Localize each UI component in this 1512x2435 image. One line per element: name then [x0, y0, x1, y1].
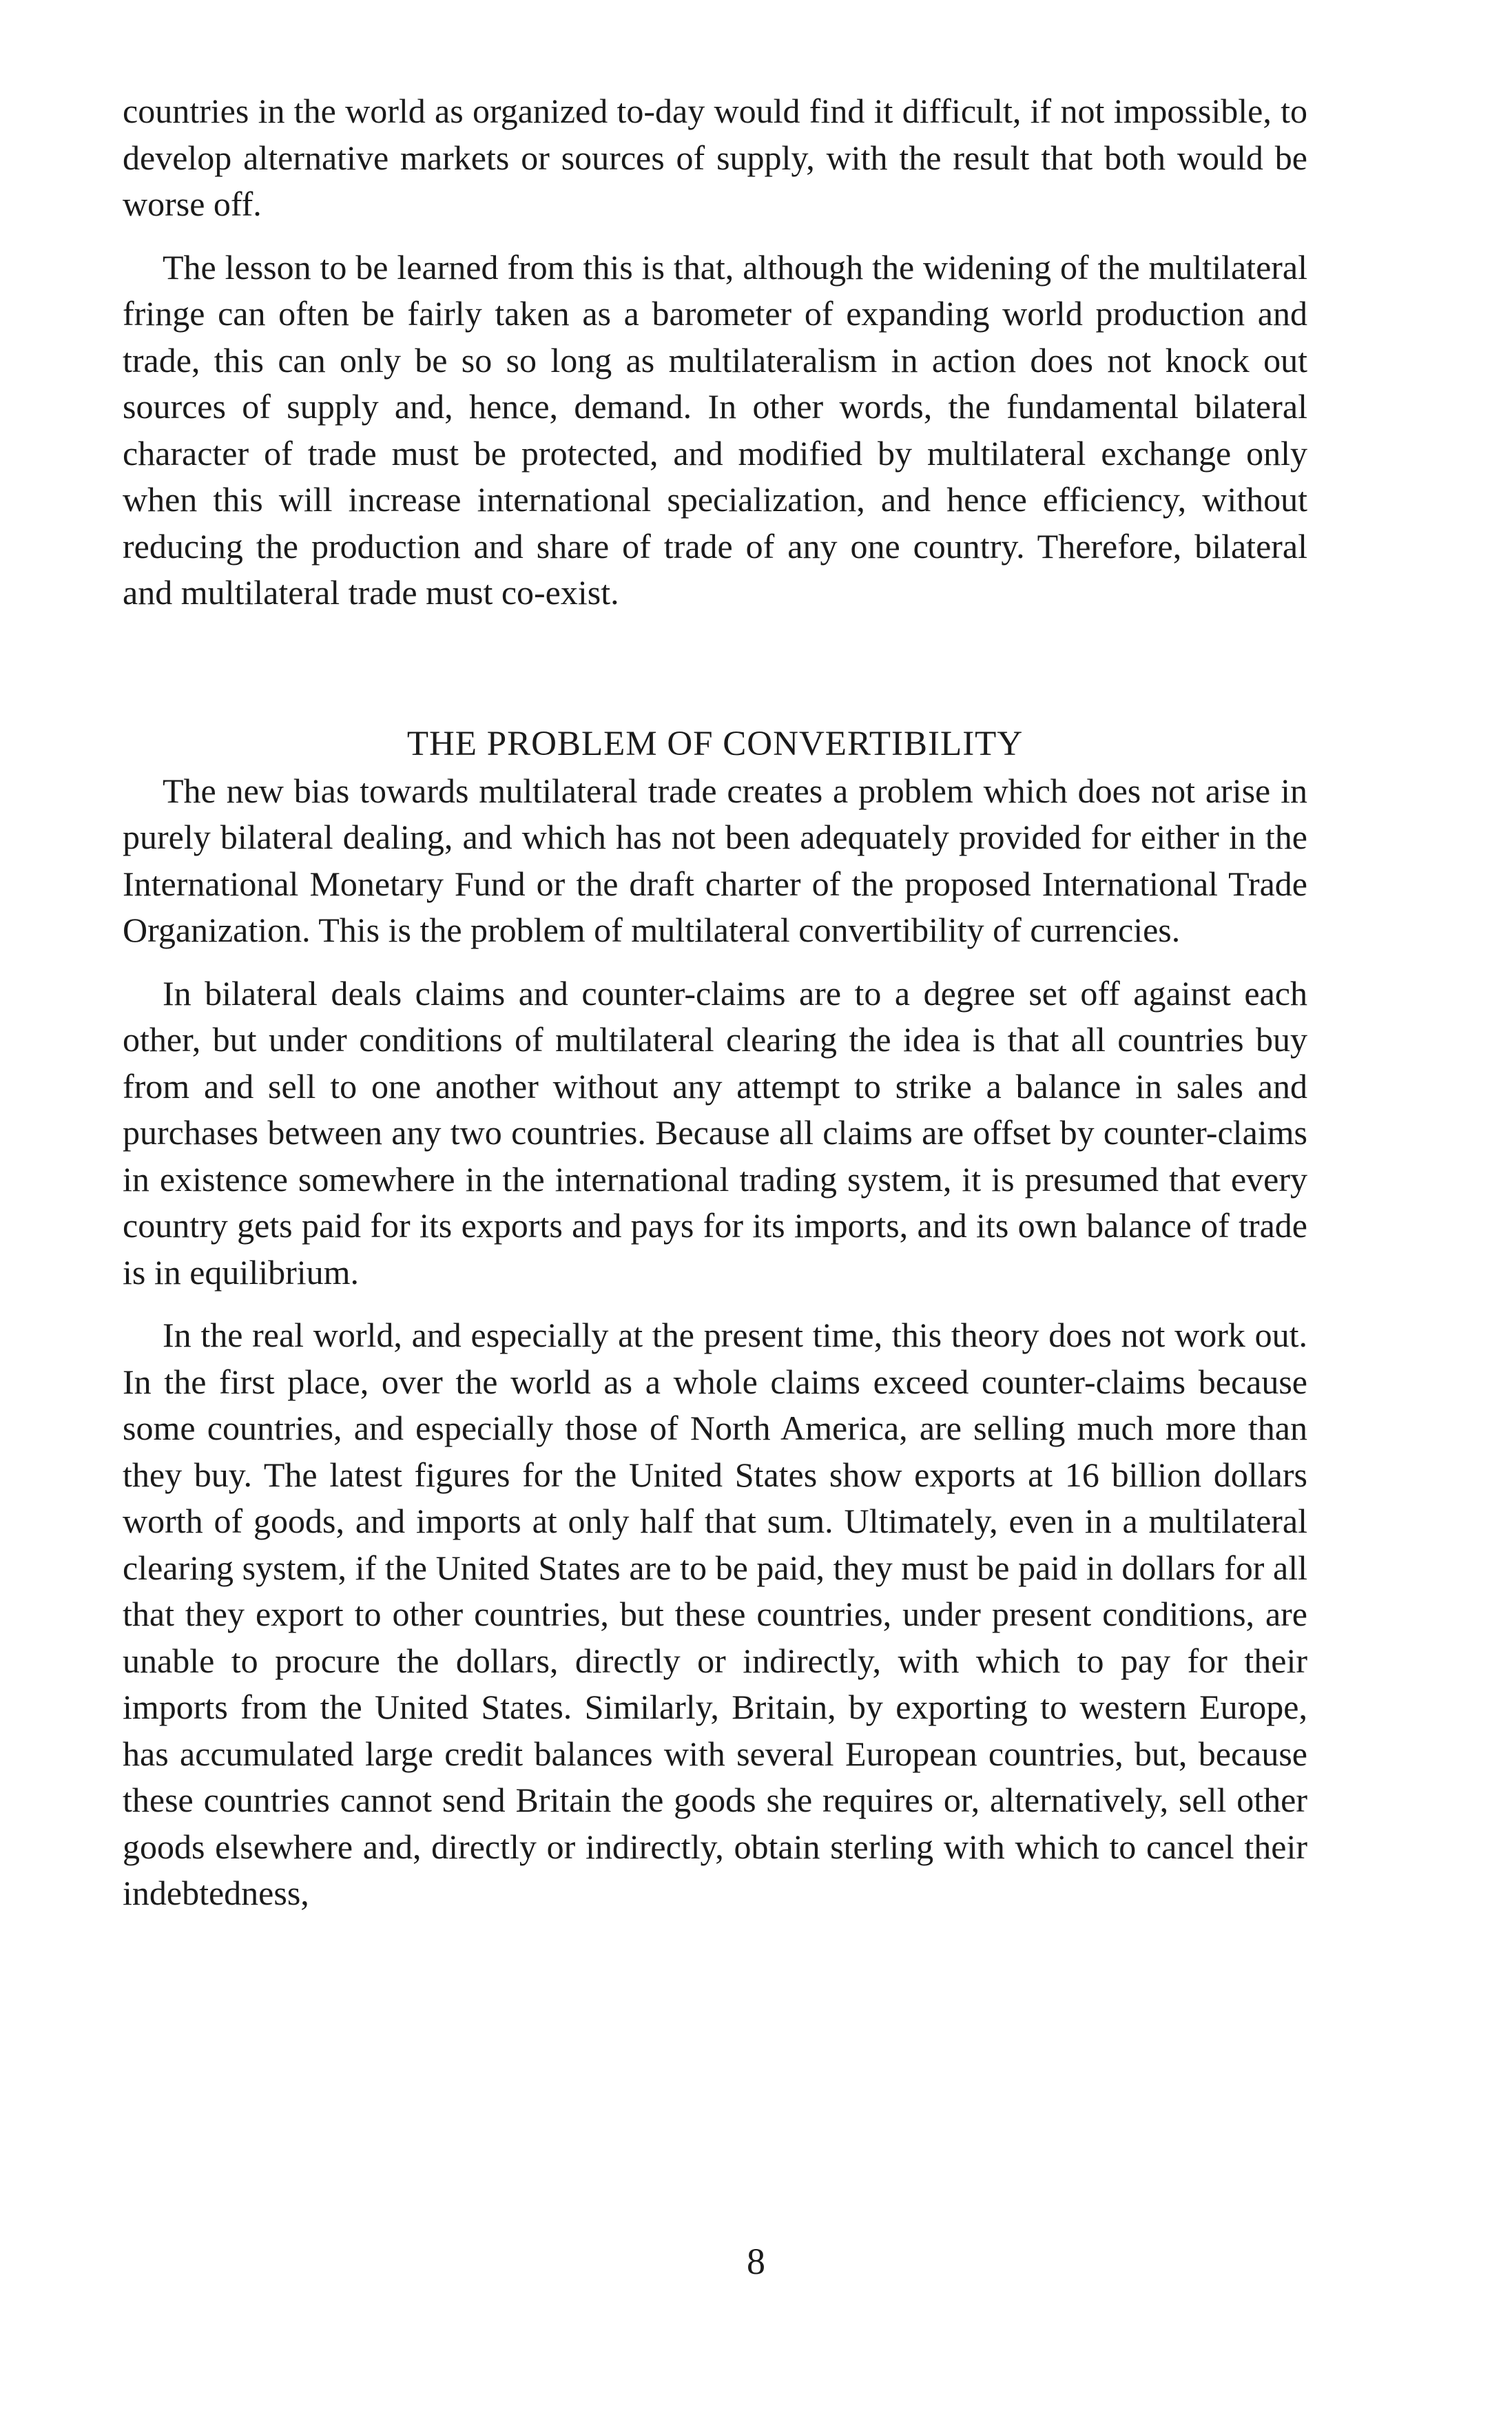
- paragraph-new-bias: The new bias towards multilateral trade creates a problem which does not arise in purely bilateral dealing, and which has not been adequately provided for either in the International Monetary Fund or the draft charter of the proposed International Trade Organization. This is the problem of multilateral convertibility of currencies.: [123, 771, 1307, 949]
- paragraph-real-world: In the real world, and especially at the present time, this theory does not work out. In the first place, over the world as a whole claims exceed counter-claims because some countries, and especially those of North America, are selling much more than they buy. The latest figures for the United States show exports at 16 billion dollars worth of goods, and imports at only half that sum. Ultimately, even in a multilateral clearing system, if the United States are to be paid, they must be paid in dollars for all that they export to other countries, but these countries, under present conditions, are unable to procure the dollars, directly or indirectly, with which to pay for their imports from the United States. Similarly, Britain, by exporting to western Europe, has accumulated large credit balances with several European countries, but, because these countries cannot send Britain the goods she requires or, alternatively, sell other goods elsewhere and, directly or indirectly, obtain sterling with which to cancel their indebtedness,: [123, 1316, 1307, 1912]
- paragraph-bilateral-deals: In bilateral deals claims and counter-claims are to a degree set off against each other, but under conditions of multilateral clearing the idea is that all countries buy from and sell to one another without any attempt to strike a balance in sales and purchases between any two countries. Because all claims are offset by counter-claims in existence somewhere in the international trading system, it is presumed that every country gets paid for its exports and pays for its imports, and its own balance of trade is in equilibrium.: [123, 973, 1307, 1292]
- paragraph-continuation: countries in the world as organized to-day would find it difficult, if not impossible, to develop alternative markets or sources of supply, with the result that both would be worse off.: [123, 92, 1307, 223]
- paragraph-lesson: The lesson to be learned from this is that, although the widening of the multilateral fringe can often be fairly taken as a barometer of expanding world production and trade, this can only be so so long as multilateralism in action does not knock out sources of supply and, hence, demand. In other words, the fundamental bilateral character of trade must be protected, and modified by multilateral exchange only when this will increase international specialization, and hence efficiency, without reducing the production and share of trade of any one country. Therefore, bilateral and multilateral trade must co-exist.: [123, 247, 1307, 612]
- page-number: 8: [747, 2241, 765, 2282]
- section-heading: THE PROBLEM OF CONVERTIBILITY: [406, 724, 1024, 763]
- page-body: [123, 88, 1307, 1917]
